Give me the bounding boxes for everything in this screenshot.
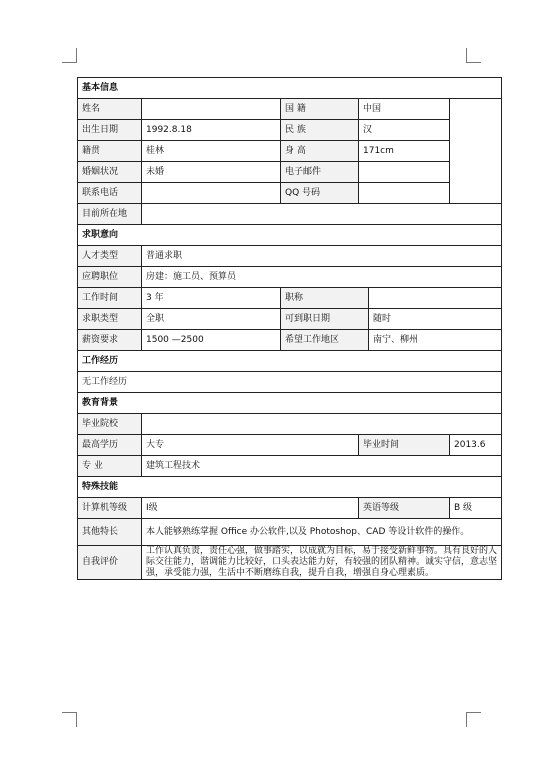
degree-label: 最高学历 [78, 435, 142, 456]
computer-level-label: 计算机等级 [78, 498, 142, 519]
qq-value [359, 183, 450, 204]
birth-value: 1992.8.18 [142, 120, 281, 141]
position-label: 应聘职位 [78, 267, 142, 288]
nationality-label: 国 籍 [281, 99, 359, 120]
graduation-value: 2013.6 [450, 435, 502, 456]
start-date-value: 随时 [369, 309, 502, 330]
start-date-label: 可到职日期 [281, 309, 369, 330]
school-value [142, 414, 502, 435]
section-skills: 特殊技能 [78, 477, 502, 498]
salary-value: 1500 —2500 [142, 330, 281, 351]
origin-value: 桂林 [142, 141, 281, 162]
job-title-value [369, 288, 502, 309]
phone-value [142, 183, 281, 204]
experience-label: 工作时间 [78, 288, 142, 309]
height-value: 171cm [359, 141, 450, 162]
other-skills-label: 其他特长 [78, 519, 142, 546]
name-label: 姓名 [78, 99, 142, 120]
computer-level-value: Ⅰ级 [142, 498, 359, 519]
photo-cell [450, 99, 502, 204]
crop-mark-bottom-right [466, 712, 481, 727]
section-basic-info: 基本信息 [78, 78, 502, 99]
resume-table [77, 77, 502, 580]
job-type-label: 求职类型 [78, 309, 142, 330]
self-evaluation-label: 自我评价 [78, 546, 142, 580]
preferred-area-value: 南宁、柳州 [369, 330, 502, 351]
location-value [142, 204, 502, 225]
birth-label: 出生日期 [78, 120, 142, 141]
job-type-value: 全职 [142, 309, 281, 330]
marital-label: 婚姻状况 [78, 162, 142, 183]
nationality-value: 中国 [359, 99, 450, 120]
location-label: 目前所在地 [78, 204, 142, 225]
english-level-value: B 级 [450, 498, 502, 519]
name-value [142, 99, 281, 120]
origin-label: 籍贯 [78, 141, 142, 162]
height-label: 身 高 [281, 141, 359, 162]
talent-type-value: 普通求职 [142, 246, 502, 267]
degree-value: 大专 [142, 435, 359, 456]
english-level-label: 英语等级 [359, 498, 450, 519]
section-education: 教育背景 [78, 393, 502, 414]
self-evaluation-value: 工作认真负责，责任心强，做事踏实，以成就为目标，易于接受新鲜事物。具有良好的人际交往能力，谐调能力比较好，口头表达能力好，有较强的团队精神。诚实守信，意志坚强，承受能力强，生活中不断磨练自我，提升自我，增强自身心理素质。 [142, 546, 502, 580]
ethnic-value: 汉 [359, 120, 450, 141]
crop-mark-bottom-left [62, 712, 77, 727]
marital-value: 未婚 [142, 162, 281, 183]
crop-mark-top-right [466, 48, 481, 63]
section-job-intent: 求职意向 [78, 225, 502, 246]
other-skills-value: 本人能够熟练掌握 Office 办公软件,以及 Photoshop、CAD 等设计软件的操作。 [142, 519, 502, 546]
email-label: 电子邮件 [281, 162, 359, 183]
talent-type-label: 人才类型 [78, 246, 142, 267]
qq-label: QQ 号码 [281, 183, 359, 204]
salary-label: 薪资要求 [78, 330, 142, 351]
graduation-label: 毕业时间 [359, 435, 450, 456]
major-value: 建筑工程技术 [142, 456, 502, 477]
major-label: 专 业 [78, 456, 142, 477]
position-value: 房建：施工员、预算员 [142, 267, 502, 288]
phone-label: 联系电话 [78, 183, 142, 204]
experience-value: 3 年 [142, 288, 281, 309]
school-label: 毕业院校 [78, 414, 142, 435]
ethnic-label: 民 族 [281, 120, 359, 141]
crop-mark-top-left [62, 48, 77, 63]
section-work-experience: 工作经历 [78, 351, 502, 372]
email-value [359, 162, 450, 183]
work-experience-content: 无工作经历 [78, 372, 502, 393]
preferred-area-label: 希望工作地区 [281, 330, 369, 351]
job-title-label: 职称 [281, 288, 369, 309]
